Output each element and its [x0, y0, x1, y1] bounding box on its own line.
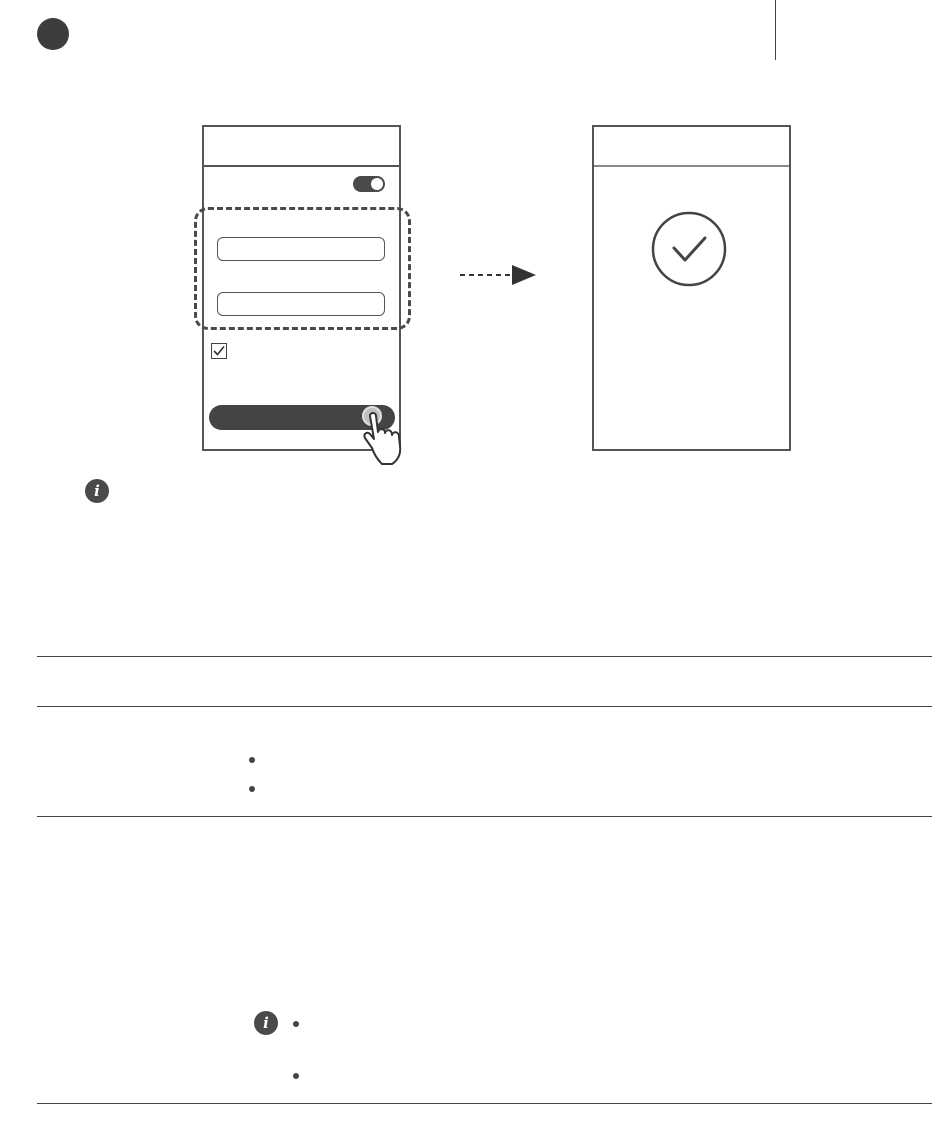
step-marker: [37, 18, 69, 50]
table-rule-bottom: [37, 1103, 932, 1104]
success-check-icon: [650, 210, 728, 288]
phone-success-screen: [592, 125, 791, 451]
checkbox[interactable]: [211, 343, 227, 359]
dashed-arrow-icon: [460, 264, 540, 286]
table-rule-header: [37, 706, 932, 707]
info-icon: i: [254, 1011, 278, 1035]
table-rule-top: [37, 656, 932, 657]
toggle-knob: [371, 178, 383, 190]
phone-header-divider: [204, 165, 399, 167]
toggle-switch[interactable]: [353, 176, 385, 192]
table-rule-row: [37, 816, 932, 817]
list-bullet: [293, 1021, 299, 1027]
info-icon: i: [85, 479, 109, 503]
list-bullet: [249, 757, 255, 763]
list-bullet: [293, 1073, 299, 1079]
checkbox-check-icon: [212, 344, 226, 358]
tap-hand-icon: [360, 408, 426, 466]
phone-header-divider: [594, 165, 789, 167]
highlight-dashed-frame: [194, 207, 411, 330]
page-margin-line: [775, 0, 776, 60]
list-bullet: [249, 786, 255, 792]
